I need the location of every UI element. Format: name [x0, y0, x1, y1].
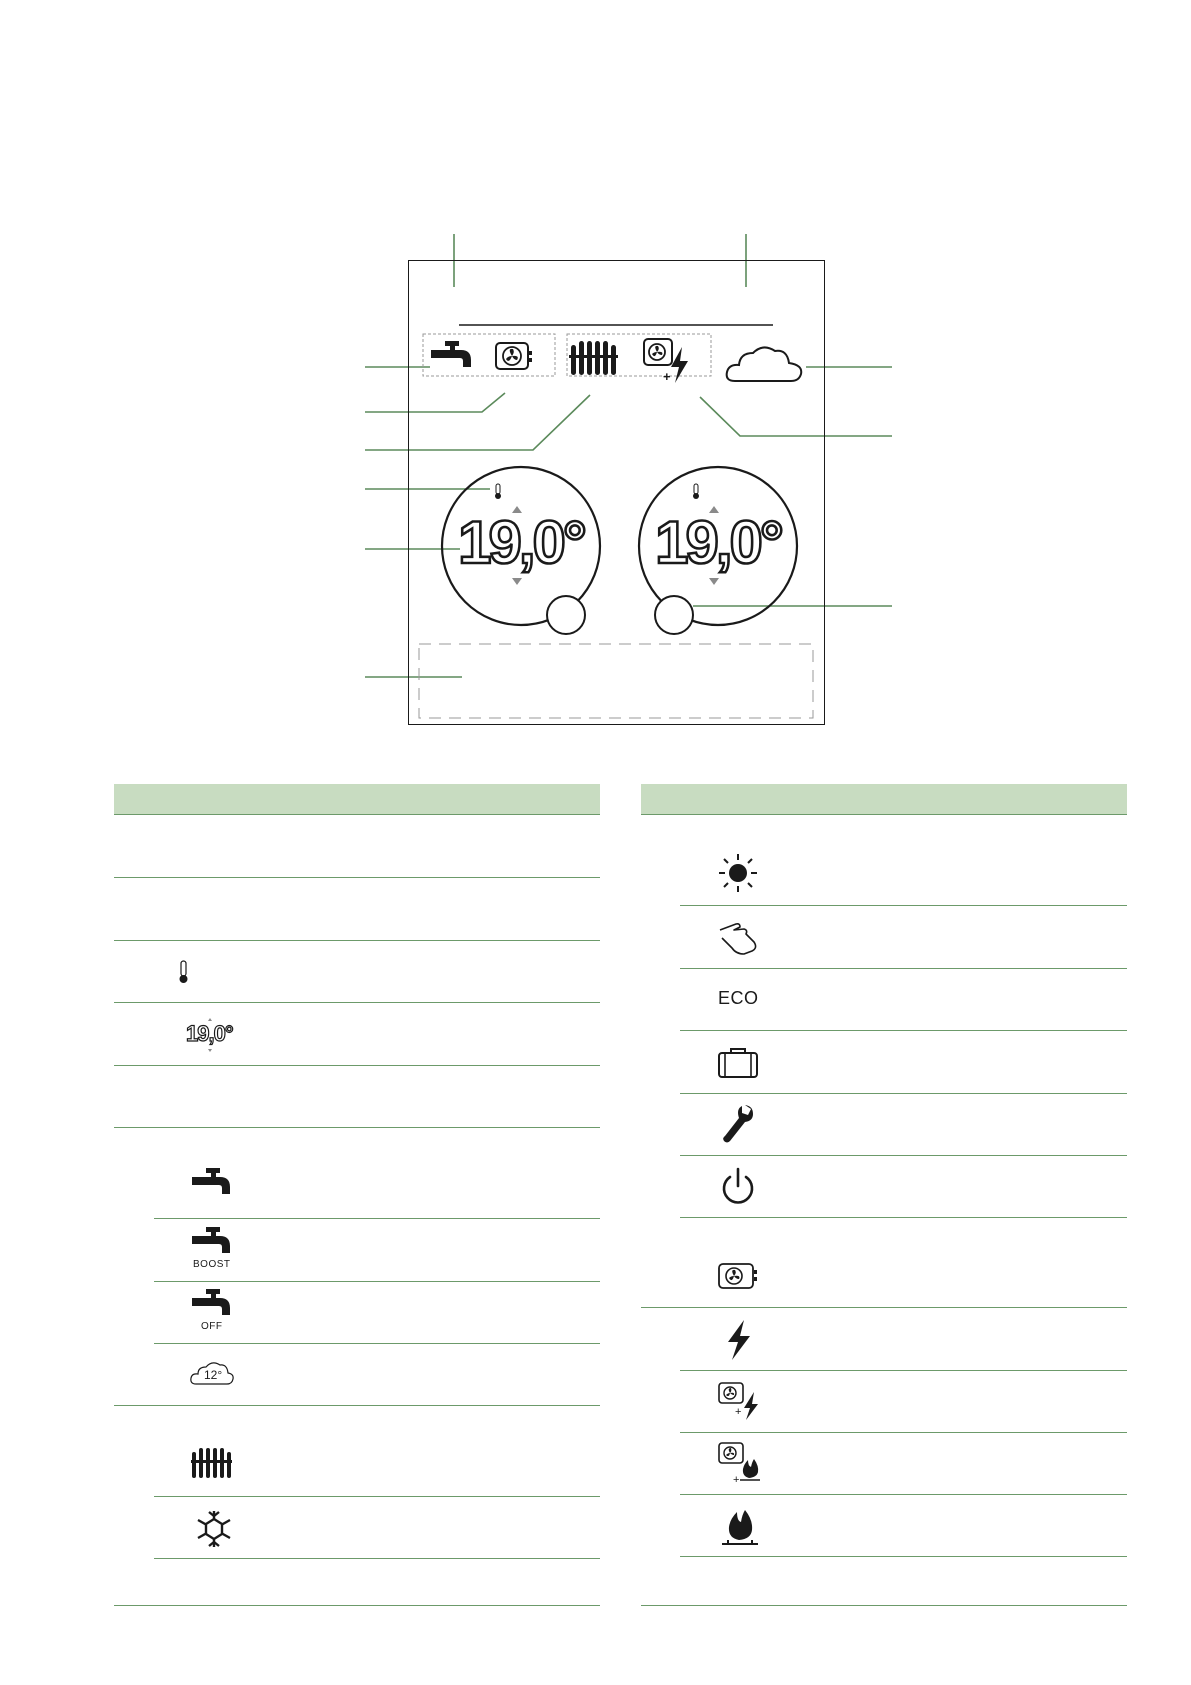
boost-label: BOOST: [193, 1259, 231, 1270]
legend-right-row-9: [680, 1370, 1127, 1433]
legend-left-header: [114, 784, 600, 815]
thermostat-display: [408, 260, 825, 725]
heat-pump-gas-icon: [718, 1442, 762, 1484]
heat-pump-electric-icon: [644, 339, 688, 384]
faucet-off-icon: [192, 1289, 234, 1321]
faucet-icon: [431, 341, 471, 367]
eco-label: ECO: [718, 988, 759, 1008]
faucet-boost-icon: [192, 1227, 234, 1259]
thermometer-icon: [178, 961, 190, 985]
radiator-icon: [569, 341, 618, 375]
power-icon: [718, 1167, 758, 1207]
legend-right-row-7: [641, 1217, 1127, 1308]
sun-icon: [718, 853, 758, 893]
dial-button[interactable]: [655, 596, 693, 634]
legend-right-row-12: [641, 1557, 1127, 1606]
decrease-arrow-icon[interactable]: [512, 578, 522, 585]
legend-left-row-6: [154, 1128, 600, 1219]
legend-right-row-8: [680, 1308, 1127, 1371]
svg-text:+: +: [663, 369, 671, 384]
temperature-setpoint-value: 19,0°: [186, 1021, 233, 1046]
legend-left-row-7: [154, 1219, 600, 1282]
heat-pump-icon: [496, 343, 532, 369]
decrease-arrow-icon[interactable]: [709, 578, 719, 585]
legend-right-row-5: [680, 1093, 1127, 1156]
legend-right-row-11: [680, 1494, 1127, 1557]
legend-right-row-4: [680, 1031, 1127, 1094]
svg-text:+: +: [735, 1406, 742, 1418]
legend-left-row-4: [114, 1003, 600, 1066]
cloud-icon: [727, 347, 802, 381]
flame-icon: [720, 1504, 760, 1548]
off-label: OFF: [201, 1321, 223, 1332]
legend-right-row-2: [680, 906, 1127, 969]
display-canvas: [409, 261, 826, 726]
thermometer-icon: [495, 484, 501, 499]
lightning-icon: [724, 1320, 752, 1360]
legend-left-row-1: [114, 815, 600, 878]
faucet-icon: [192, 1168, 234, 1200]
message-area: [419, 644, 813, 718]
hand-icon: [718, 920, 760, 960]
outdoor-temperature-value: 12°: [204, 1368, 223, 1382]
legend-left-row-12: [114, 1559, 600, 1606]
legend-left-row-11: [154, 1497, 600, 1559]
heat-pump-electric-icon: [718, 1382, 762, 1422]
legend-right-row-3: [680, 968, 1127, 1031]
legend-left-row-5: [114, 1065, 600, 1128]
heat-pump-icon: [718, 1263, 760, 1291]
right-dial-value: 19,0°: [655, 509, 781, 576]
legend-left-row-9: [114, 1343, 600, 1406]
legend-left-row-8: [154, 1281, 600, 1344]
legend-left-row-2: [114, 878, 600, 941]
legend-right-row-10: [680, 1432, 1127, 1495]
thermometer-icon: [693, 484, 699, 499]
legend-right-header: [641, 784, 1127, 815]
legend-right-row-6: [680, 1155, 1127, 1218]
dial-button[interactable]: [547, 596, 585, 634]
left-dial-value: 19,0°: [458, 509, 584, 576]
radiator-icon: [192, 1448, 234, 1480]
suitcase-icon: [718, 1047, 758, 1079]
svg-text:+: +: [733, 1474, 740, 1486]
legend-right-row-1: [680, 815, 1127, 906]
wrench-icon: [720, 1103, 756, 1145]
legend-left-row-10: [154, 1406, 600, 1497]
snowflake-icon: [194, 1509, 234, 1549]
legend-left-row-3: [114, 940, 600, 1003]
